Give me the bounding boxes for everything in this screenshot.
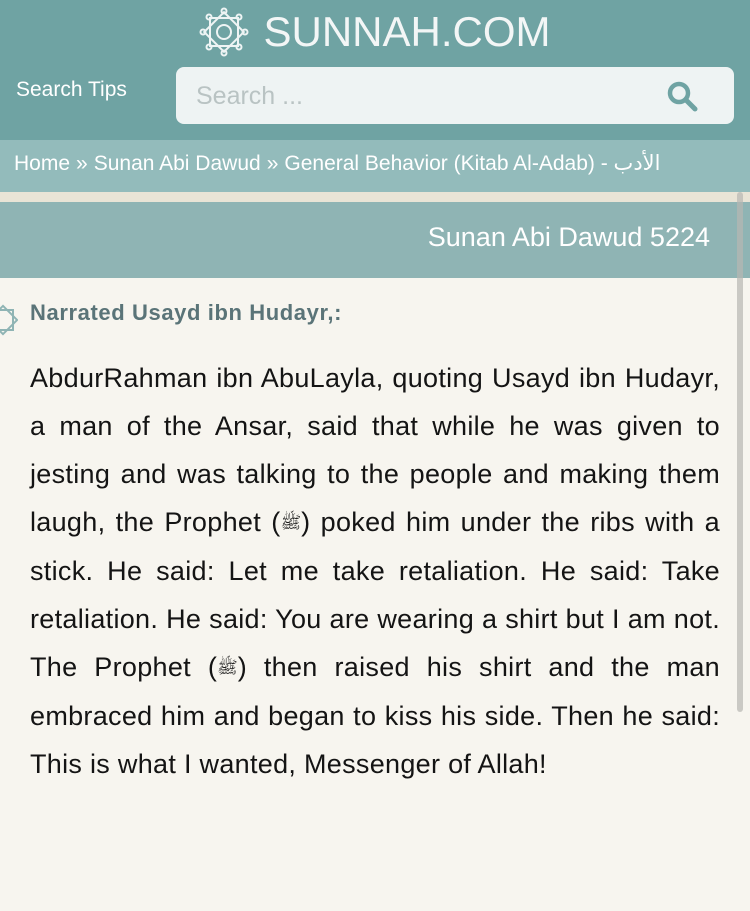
scrollbar[interactable]: [737, 192, 743, 712]
logo-text: SUNNAH.COM: [263, 8, 551, 55]
search-icon[interactable]: [666, 80, 698, 112]
hadith-text-part: ) then raised his shirt and the man embraced him and began to kiss his side. Then he said: This is what I wanted, Messenger of Allah!: [30, 652, 720, 779]
site-header: [0, 0, 750, 140]
breadcrumb-collection[interactable]: Sunan Abi Dawud: [93, 152, 261, 175]
geometric-star-logo-icon: [199, 7, 249, 57]
star-ornament-icon: [0, 300, 18, 340]
breadcrumb: [14, 151, 660, 176]
breadcrumb-bar: [0, 140, 750, 192]
hadith-reference: Sunan Abi Dawud 5224: [427, 222, 710, 252]
search-box: [176, 67, 734, 124]
search-tips-link[interactable]: Search Tips: [16, 78, 127, 101]
hadith-text-part: ) poked him under the ribs with a stick. He said: Let me take retaliation. He said: Take retaliation. He said: You are wearing a shirt but I am not. The Prophet (: [30, 507, 720, 682]
breadcrumb-book[interactable]: General Behavior (Kitab Al-Adab) - الأدب: [284, 152, 661, 175]
hadith-text-part: AbdurRahman ibn AbuLayla, quoting Usayd ibn Hudayr, a man of the Ansar, said that while he was given to jesting and was talking to the people and making them laugh, the Prophet (: [30, 363, 720, 537]
search-input[interactable]: [196, 77, 636, 115]
hadith-reference-bar: [0, 202, 750, 278]
site-logo[interactable]: [0, 6, 750, 58]
breadcrumb-separator: »: [76, 152, 88, 175]
divider: [0, 192, 750, 202]
honorific-symbol: ﷺ: [280, 513, 302, 533]
honorific-symbol: ﷺ: [217, 658, 238, 678]
narrator-line: Narrated Usayd ibn Hudayr,:: [30, 300, 343, 325]
breadcrumb-separator: »: [266, 152, 279, 175]
breadcrumb-home[interactable]: Home: [14, 152, 71, 175]
hadith-text: [30, 354, 720, 788]
